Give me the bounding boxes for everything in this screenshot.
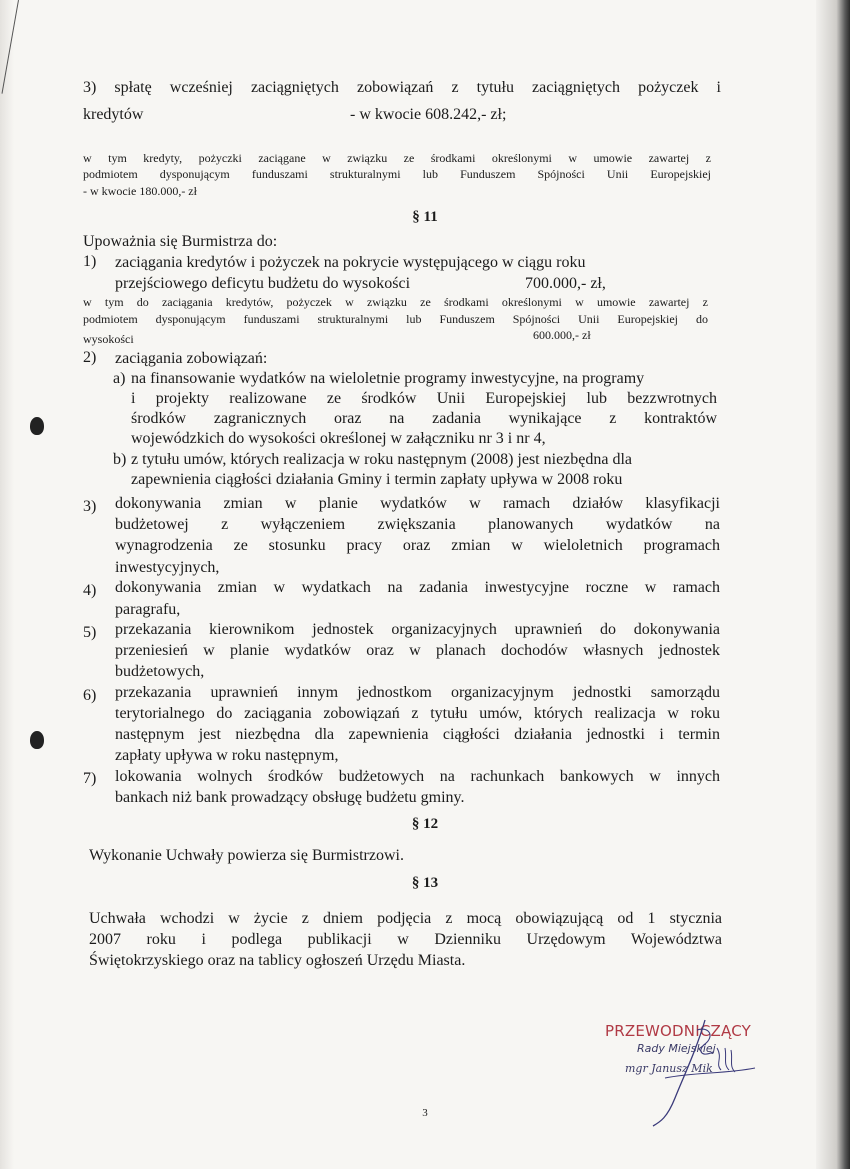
item-3-line2: budżetowej z wyłączeniem zwiększania planowanych wydatków na (115, 516, 720, 533)
item-6-number: 6) (83, 687, 97, 704)
item-5-line1: przekazania kierownikom jednostek organizacyjnych uprawnień do dokonywania (115, 621, 720, 638)
scan-left-edge (0, 0, 14, 1169)
item-2b-line2: zapewnienia ciągłości działania Gminy i termin zapłaty upływa w 2008 roku (131, 471, 623, 488)
item-5-number: 5) (83, 624, 97, 641)
item-2a-line1: na finansowanie wydatków na wieloletnie programy inwestycyjne, na programy (131, 370, 645, 387)
item-6-line2: terytorialnego do zaciągania zobowiązań z tytułu umów, których realizacja w roku (115, 705, 720, 722)
section-11-intro: Upoważnia się Burmistrza do: (83, 233, 278, 250)
item-2b-label: b) (113, 451, 127, 468)
item-7-line1: lokowania wolnych środków budżetowych na rachunkach bankowych w innych (115, 768, 720, 785)
item-2b-line1: z tytułu umów, których realizacja w roku następnym (2008) jest niezbędna dla (131, 451, 633, 468)
item-3-number: 3) (83, 498, 97, 515)
note1-line3: - w kwocie 180.000,- zł (83, 184, 197, 198)
item-4-number: 4) (83, 582, 97, 599)
stamp-name: mgr Janusz Mik (625, 1062, 713, 1075)
page-number: 3 (422, 1107, 428, 1119)
item-2a-line2: i projekty realizowane ze środków Unii Europejskiej lub bezzwrotnych (131, 390, 717, 407)
section-13-line3: Świętokrzyskiego oraz na tablicy ogłoszeń Urzędu Miasta. (89, 952, 466, 969)
section-12-title: § 12 (411, 816, 439, 832)
section-13-title: § 13 (411, 875, 439, 891)
item-4-line1: dokonywania zmian w wydatkach na zadania inwestycyjne roczne w ramach (115, 579, 720, 596)
section-13-line2: 2007 roku i podlega publikacji w Dzienniku Urzędowym Województwa (89, 931, 722, 948)
punch-hole (30, 417, 44, 435)
item-5-line3: budżetowych, (115, 663, 205, 680)
item-3-line1: dokonywania zmian w planie wydatków w ramach działów klasyfikacji (115, 495, 720, 512)
item-1-note-amount: 600.000,- zł (533, 328, 591, 342)
section-13-line1: Uchwała wchodzi w życie z dniem podjęcia z mocą obowiązującą od 1 stycznia (89, 910, 722, 927)
item-4-line2: paragrafu, (115, 601, 181, 618)
item-2-text: zaciągania zobowiązań: (115, 350, 268, 367)
item-3-line4: inwestycyjnych, (115, 559, 220, 576)
item-6-line4: zapłaty upływa w roku następnym, (115, 747, 339, 764)
note1-line2: podmiotem dysponującym funduszami strukturalnymi lub Funduszem Spójności Unii Europejskiej (83, 167, 711, 181)
item-6-line3: następnym jest niezbędna dla zapewnienia ciągłości działania jednostki i termin (115, 726, 720, 743)
section-11-title: § 11 (412, 209, 438, 225)
item-1-note-line3: wysokości (83, 332, 134, 346)
item-6-line1: przekazania uprawnień innym jednostkom organizacyjnym jednostki samorządu (115, 684, 720, 701)
stamp-title: PRZEWODNICZĄCY (605, 1022, 751, 1040)
punch-hole (30, 731, 44, 749)
scan-right-edge (816, 0, 850, 1169)
note1-line1: w tym kredyty, pożyczki zaciągane w związku ze środkami określonymi w umowie zawartej z (83, 151, 711, 165)
item-7-number: 7) (83, 770, 97, 787)
item-7-line2: bankach niż bank prowadzący obsługę budżetu gminy. (115, 789, 465, 806)
stamp-subtitle: Rady Miejskiej (637, 1042, 716, 1055)
item-1-line1: zaciągania kredytów i pożyczek na pokrycie występującego w ciągu roku (115, 254, 586, 271)
item3-line1: 3) spłatę wcześniej zaciągniętych zobowiązań z tytułu zaciągniętych pożyczek i (83, 79, 721, 96)
item-1-amount: 700.000,- zł, (525, 275, 606, 292)
item-2a-label: a) (113, 370, 126, 387)
item-1-number: 1) (83, 253, 97, 270)
item-1-note-line2: podmiotem dysponującym funduszami strukturalnymi lub Funduszem Spójności Unii Europejskiej do (83, 312, 708, 326)
item-2a-line4: wojewódzkich do wysokości określonej w załączniku nr 3 i nr 4, (131, 430, 546, 447)
item3-line2-label: kredytów (83, 106, 144, 123)
item-1-line2: przejściowego deficytu budżetu do wysokości (115, 275, 411, 292)
item-3-line3: wynagrodzenia ze stosunku pracy oraz zmian w wieloletnich programach (115, 537, 720, 554)
section-12-text: Wykonanie Uchwały powierza się Burmistrzowi. (89, 847, 404, 864)
item-1-note-line1: w tym do zaciągania kredytów, pożyczek w związku ze środkami określonymi w umowie zawartej z (83, 295, 708, 309)
item3-amount: - w kwocie 608.242,- zł; (350, 106, 507, 123)
item-2-number: 2) (83, 349, 97, 366)
item-2a-line3: środków zagranicznych oraz na zadania wynikające z kontraktów (131, 410, 717, 427)
item-5-line2: przeniesień w planie wydatków oraz w planach dochodów własnych jednostek (115, 642, 720, 659)
